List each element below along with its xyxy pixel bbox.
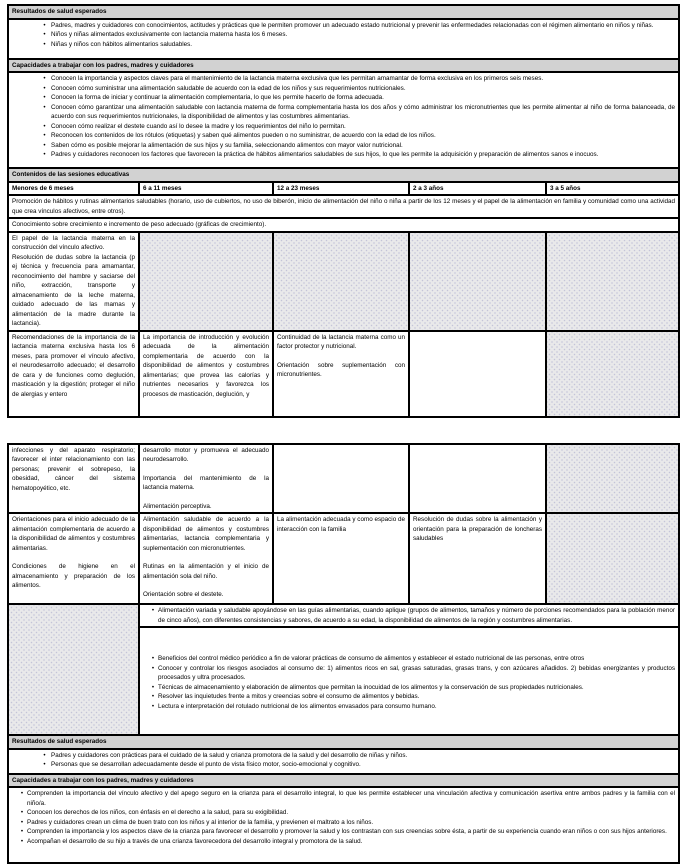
list-item-text: Personas que se desarrollan adecuadamente desde el punto de vista físico motor, socio-emocional y cognitivo.	[51, 760, 675, 770]
list-item	[12, 103, 675, 122]
bullet-icon	[38, 122, 51, 132]
list-item-text: Conocer y controlar los riesgos asociados al consumo de: 1) alimentos ricos en sal, grasas saturadas, grasas trans, y con azúcares añadidos. 2) bebidas energizantes y productos procesados y ultra procesados.	[158, 664, 675, 683]
bullet-icon	[148, 664, 158, 674]
cell-resolucion-dudas: Resolución de dudas sobre la alimentación y orientación para la preparación de loncheras saludables	[409, 513, 546, 604]
bullet-icon	[17, 789, 27, 799]
cell-alimentacion-variada	[139, 604, 679, 627]
paragraph: Condiciones de higiene en el almacenamiento y preparación de los alimentos.	[12, 562, 135, 591]
section-header-resultados-bottom: Resultados de salud esperados	[8, 735, 679, 749]
list-item-text: Conocen los derechos de los niños, con énfasis en el derecho a la salud, para su exigibilidad.	[27, 808, 675, 818]
paragraph: Orientación sobre el destete.	[143, 590, 269, 600]
cell-consumo-bullets	[139, 627, 679, 735]
capacidades-bottom-list	[8, 787, 679, 863]
col-header-menores-6-meses: Menores de 6 meses	[8, 182, 139, 196]
list-item-text: Padres, madres y cuidadores con conocimientos, actitudes y prácticas que le permiten promover un adecuado estado nutricional y prevenir las enfermedades relacionadas con el régimen alimentario en niños y niñas.	[51, 21, 675, 31]
list-item-text: Acompañan el desarrollo de su hijo a través de una crianza favorecedora del desarrollo integral y promotora de la salud.	[27, 837, 675, 847]
section-header-resultados-top: Resultados de salud esperados	[8, 5, 679, 19]
list-item-text: Comprenden la importancia y los aspectos clave de la crianza para favorecer el desarrollo y promover la salud y los contrastan con sus creencias sobre ésta, a partir de su experiencia cuando eran niños o con sus hijos anteriores.	[27, 827, 675, 837]
list-item-text: Comprenden la importancia del vínculo afectivo y del apego seguro en la crianza para el desarrollo integral, lo que les permite establecer una vinculación afectiva y comunicación asertiva entre ambos padres y la familia con el niño/a.	[27, 789, 675, 808]
capacidades-top-list	[8, 72, 679, 168]
list-item-text: Beneficios del control médico periódico a fin de valorar prácticas de consumo de alimentos y establecer el estado nutricional de las personas, entre otros	[158, 654, 675, 664]
bullet-icon	[17, 827, 27, 837]
shaded-cell	[546, 331, 679, 417]
bullet-icon	[38, 93, 51, 103]
bullet-icon	[17, 837, 27, 847]
col-header-12-23-meses: 12 a 23 meses	[273, 182, 409, 196]
list-item-text: Saben cómo es posible mejorar la alimentación de sus hijos y su familia, seleccionando alimentos con mayor valor nutricional.	[51, 141, 675, 151]
resultados-bottom-list	[8, 749, 679, 774]
bullet-icon	[38, 84, 51, 94]
shaded-cell	[546, 232, 679, 331]
cell-desarrollo-motor	[139, 444, 273, 514]
bullet-icon	[38, 40, 51, 50]
empty-cell	[273, 444, 409, 514]
cell-importancia-introduccion: La importancia de introducción y evolución adecuada de la alimentación complementaria de acuerdo con la disponibilidad de alimentos y costumbres alimentarias; que provea las calorías y nutrientes necesarios y favorezca los procesos de masticación, deglución, y	[139, 331, 273, 417]
list-item	[12, 30, 675, 40]
list-item	[143, 692, 675, 702]
cell-papel-lactancia	[8, 232, 139, 331]
shaded-cell	[546, 513, 679, 604]
cell-alimentacion-interaccion: La alimentación adecuada y como espacio de interacción con la familia	[273, 513, 409, 604]
list-item	[12, 818, 675, 828]
list-item	[143, 702, 675, 712]
list-item	[12, 141, 675, 151]
paragraph: Alimentación perceptiva.	[143, 502, 269, 512]
list-item	[143, 654, 675, 664]
list-item-text: Técnicas de almacenamiento y elaboración de alimentos que permitan la inocuidad de los alimentos y la conservación de sus propiedades nutricionales.	[158, 683, 675, 693]
bullet-icon	[17, 818, 27, 828]
list-item	[12, 751, 675, 761]
bullet-icon	[148, 683, 158, 693]
empty-cell	[409, 331, 546, 417]
bullet-icon	[148, 692, 158, 702]
section-header-contenidos: Contenidos de las sesiones educativas	[8, 168, 679, 182]
bullet-icon	[38, 74, 51, 84]
bullet-icon	[38, 760, 51, 770]
bullet-icon	[148, 702, 158, 712]
list-item	[12, 84, 675, 94]
list-item	[12, 131, 675, 141]
list-item-text: Niñas y niños con hábitos alimentarios saludables.	[51, 40, 675, 50]
bullet-icon	[38, 30, 51, 40]
bullet-icon	[148, 606, 158, 616]
list-item	[12, 808, 675, 818]
empty-cell	[409, 444, 546, 514]
list-item	[12, 93, 675, 103]
list-item-text: Conocen cómo realizar el destete cuando así lo desee la madre y los requerimientos del niño lo permitan.	[51, 122, 675, 132]
list-item-text: Resolver las inquietudes frente a mitos y creencias sobre el consumo de alimentos y bebidas.	[158, 692, 675, 702]
list-item-text: Conocen cómo garantizar una alimentación saludable con lactancia materna de forma complementaria hasta los dos años y cómo administrar los micronutrientes que les permite alimentar al niño de forma balanceada, de acuerdo con sus requerimientos nutricionales, la disponibilidad de alimentos y las costumbres alimentarias.	[51, 103, 675, 122]
bullet-icon	[38, 150, 51, 160]
list-item	[12, 40, 675, 50]
list-item-text: Padres y cuidadores crean un clima de buen trato con los niños y al interior de la familia, y previenen el maltrato a los niños.	[27, 818, 675, 828]
col-header-3-5-anos: 3 a 5 años	[546, 182, 679, 196]
content-table-top	[7, 4, 680, 418]
list-item	[143, 664, 675, 683]
bullet-icon	[38, 21, 51, 31]
list-item	[12, 827, 675, 837]
section-header-capacidades-bottom: Capacidades a trabajar con los padres, madres y cuidadores	[8, 774, 679, 788]
col-header-6-11-meses: 6 a 11 meses	[139, 182, 273, 196]
cell-promocion-habitos: Promoción de hábitos y rutinas alimentarios saludables (horario, uso de cubiertos, no uso de biberón, inicio de alimentación del niño o niña a partir de los 12 meses y el papel de la alimentación en familia y comunidad como una actividad que crea vínculos afectivos, entre otros).	[8, 195, 679, 218]
bullet-icon	[38, 751, 51, 761]
list-item-text: Conocen la importancia y aspectos claves para el mantenimiento de la lactancia materna exclusiva que les permitan amamantar de forma exclusiva en los primeros seis meses.	[51, 74, 675, 84]
cell-alimentacion-saludable	[139, 513, 273, 604]
paragraph: Alimentación saludable de acuerdo a la disponibilidad de alimentos y costumbres alimentarias, lactancia complementaria y suplementación con micronutrientes.	[143, 515, 269, 553]
bullet-icon	[38, 141, 51, 151]
shaded-cell	[8, 604, 139, 735]
list-item	[12, 760, 675, 770]
cell-recomendaciones-menores: Recomendaciones de la importancia de la lactancia materna exclusiva hasta los 6 meses, para promover el vínculo afectivo, el neurodesarrollo adecuado; el desarrollo de cara y de funciones como deglución, masticación y la digestión; proteger el niño de alergias y entero	[8, 331, 139, 417]
content-table-bottom	[7, 443, 680, 864]
bullet-icon	[38, 103, 51, 113]
shaded-cell	[546, 444, 679, 514]
paragraph: Orientaciones para el inicio adecuado de la alimentación complementaria de acuerdo a la disponibilidad de alimentos y costumbres alimentarias.	[12, 515, 135, 553]
col-header-2-3-anos: 2 a 3 años	[409, 182, 546, 196]
cell-orientaciones-inicio	[8, 513, 139, 604]
list-item-text: Alimentación variada y saludable apoyándose en las guías alimentarias, cuando aplique (grupos de alimentos, tamaños y número de porciones recomendados para la población menor de cinco años), con diferentes consistencias y sabores, de acuerdo a su edad, la disponibilidad de alimentos de la región y costumbres alimentarias.	[158, 606, 675, 625]
cell-conocimiento-crecimiento: Conocimiento sobre crecimiento e incremento de peso adecuado (gráficas de crecimiento).	[8, 218, 679, 232]
list-item	[12, 122, 675, 132]
list-item-text: Reconocen los contenidos de los rótulos (etiquetas) y saben qué alimentos pueden o no suministrar, de acuerdo con la edad de los niños.	[51, 131, 675, 141]
list-item-text: Conocen la forma de iniciar y continuar la alimentación complementaria, lo que les permite hacerlo de forma adecuada.	[51, 93, 675, 103]
paragraph: Continuidad de la lactancia materna como un factor protector y nutricional.	[277, 333, 405, 352]
list-item	[12, 789, 675, 808]
list-item-text: Niños y niñas alimentados exclusivamente con lactancia materna hasta los 6 meses.	[51, 30, 675, 40]
paragraph: El papel de la lactancia materna en la construcción del vínculo afectivo.	[12, 234, 135, 253]
shaded-cell	[409, 232, 546, 331]
shaded-cell	[273, 232, 409, 331]
paragraph: Rutinas en la alimentación y el inicio de alimentación sola del niño.	[143, 562, 269, 581]
paragraph: Importancia del mantenimiento de la lactancia materna.	[143, 474, 269, 493]
paragraph: Orientación sobre suplementación con micronutrientes.	[277, 361, 405, 380]
bullet-icon	[38, 131, 51, 141]
list-item	[143, 683, 675, 693]
list-item-text: Padres y cuidadores con prácticas para el cuidado de la salud y crianza promotora de la salud y del desarrollo de niñas y niños.	[51, 751, 675, 761]
bullet-icon	[148, 654, 158, 664]
section-header-capacidades-top: Capacidades a trabajar con los padres, madres y cuidadores	[8, 59, 679, 73]
cell-continuidad-lactancia	[273, 331, 409, 417]
list-item	[143, 606, 675, 625]
cell-infecciones-continuacion: infecciones y del aparato respiratorio; favorecer el inter relacionamiento con las personas; prevenir el sobrepeso, la obesidad, cáncer del sistema hematopoyético, etc.	[8, 444, 139, 514]
list-item-text: Lectura e interpretación del rotulado nutricional de los alimentos envasados para consumo humano.	[158, 702, 675, 712]
list-item-text: Conocen cómo suministrar una alimentación saludable de acuerdo con la edad de los niños y sus requerimientos nutricionales.	[51, 84, 675, 94]
list-item	[12, 150, 675, 160]
list-item	[12, 74, 675, 84]
resultados-top-list	[8, 19, 679, 59]
paragraph: Resolución de dudas sobre la lactancia (p ej técnica y frecuencia para amamantar, reconocimiento del hambre y saciarse del niño, extracción, transporte y almacenamiento de la leche materna, cuidado adecuado de las mamas y alimentación de la madre durante la lactancia).	[12, 253, 135, 329]
list-item-text: Padres y cuidadores reconocen los factores que favorecen la práctica de hábitos alimentarios saludables de sus hijos, lo que les permite la adquisición y preparación de alimentos sanos e inocuos.	[51, 150, 675, 160]
list-item	[12, 21, 675, 31]
paragraph: desarrollo motor y promueva el adecuado neurodesarrollo.	[143, 446, 269, 465]
bullet-icon	[17, 808, 27, 818]
shaded-cell	[139, 232, 273, 331]
list-item	[12, 837, 675, 847]
